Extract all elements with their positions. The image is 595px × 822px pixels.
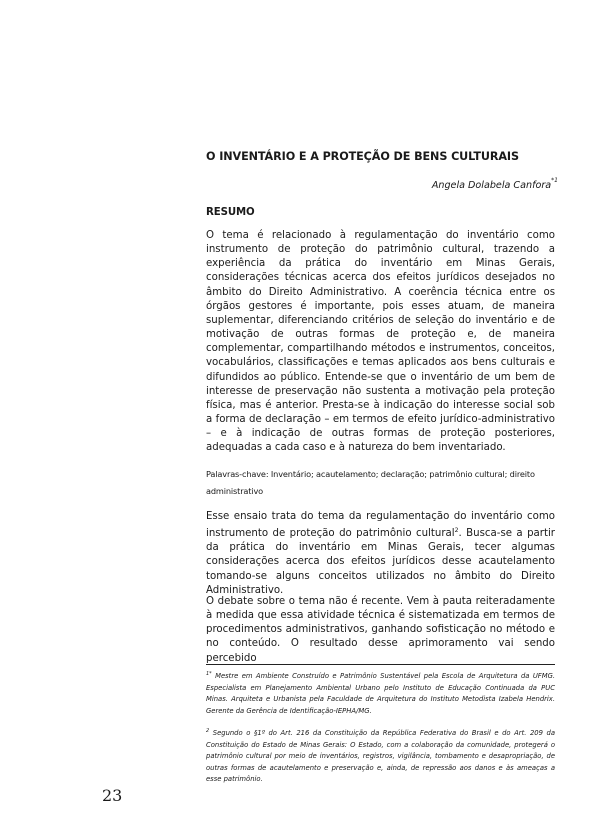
footnote-2-mark: 2 bbox=[206, 728, 210, 734]
keywords-label: Palavras-chave: bbox=[206, 469, 269, 479]
footnote-2 bbox=[206, 726, 555, 786]
author-line bbox=[432, 177, 558, 191]
article-title: O INVENTÁRIO E A PROTEÇÃO DE BENS CULTURAIS bbox=[206, 150, 519, 163]
keywords-list: Inventário; acautelamento; declaração; patrimônio cultural; direito administrativo bbox=[206, 469, 535, 496]
author-note-mark: *1 bbox=[551, 177, 558, 184]
keywords bbox=[206, 466, 555, 500]
footnote-1-text: Mestre em Ambiente Construído e Patrimônio Sustentável pela Escola de Arquitetura da UFMG. Especialista em Planejamento Ambiental Urbano pelo Instituto de Educação Continuada da PUC Minas. Arquiteta e Urbanista pela Faculdade de Arquitetura do Instituto Metodista Izabela Hendrix. Gerente da Gerência de Identificação-IEPHA/MG. bbox=[206, 672, 555, 715]
body-paragraph-1 bbox=[206, 510, 555, 598]
body-paragraph-1-b: . Busca-se a partir da prática do inventário em Minas Gerais, tecer algumas considerações acerca dos efeitos jurídicos desse acautelamento tomando-se alguns conceitos utilizados no âmbito do Direito Administrativo. bbox=[206, 528, 555, 596]
footnote-2-text: Segundo o §1º do Art. 216 da Constituição da República Federativa do Brasil e do Art. 209 da Constituição do Estado de Minas Gerais: O Estado, com a colaboração da comunidade, protegerá o patrimônio cultural por meio de inventários, registros, vigilância, tombamento e desapropriação, de outras formas de acautelamento e preservação e, ainda, de repressão aos danos e às ameaças a esse patrimônio. bbox=[206, 729, 555, 783]
page-number: 23 bbox=[102, 786, 123, 805]
footnote-ref-2: 2 bbox=[454, 527, 459, 535]
footnote-1-mark: 1* bbox=[206, 671, 212, 677]
author-name: Angela Dolabela Canfora bbox=[431, 180, 552, 191]
abstract-heading: RESUMO bbox=[206, 207, 255, 218]
body-paragraph-2: O debate sobre o tema não é recente. Vem à pauta reiteradamente à medida que essa atividade técnica é sistematizada em termos de procedimentos administrativos, ganhando sofisticação no método e no conteúdo. O resultado desse aprimoramento vai sendo percebido bbox=[206, 596, 555, 664]
abstract-text: O tema é relacionado à regulamentação do inventário como instrumento de proteção do patrimônio cultural, trazendo a experiência da prática do inventário em Minas Gerais, considerações técnicas acerca dos efeitos jurídicos desejados no âmbito do Direito Administrativo. A coerência técnica entre os órgãos gestores é importante, pois esses atuam, de maneira suplementar, diferenciando critérios de seleção do inventário e de motivação de outras formas de proteção e, de maneira complementar, compartilhando métodos e instrumentos, conceitos, vocabulários, classificações e temas aplicados aos bens culturais e difundidos ao público. Entende-se que o inventário de um bem de interesse de preservação não sustenta a motivação pela proteção física, mas é anterior. Presta-se à indicação do interesse social sob a forma de declaração – em termos de efeito jurídico-administrativo – e à indicação de outras formas de proteção posteriores, adequadas a cada caso e à natureza do bem inventariado. bbox=[206, 230, 555, 454]
footnote-1 bbox=[206, 669, 555, 717]
footnote-divider bbox=[206, 664, 555, 665]
body-paragraph-1-a: Esse ensaio trata do tema da regulamentação do inventário como instrumento de proteção do patrimônio cultural bbox=[206, 511, 555, 540]
